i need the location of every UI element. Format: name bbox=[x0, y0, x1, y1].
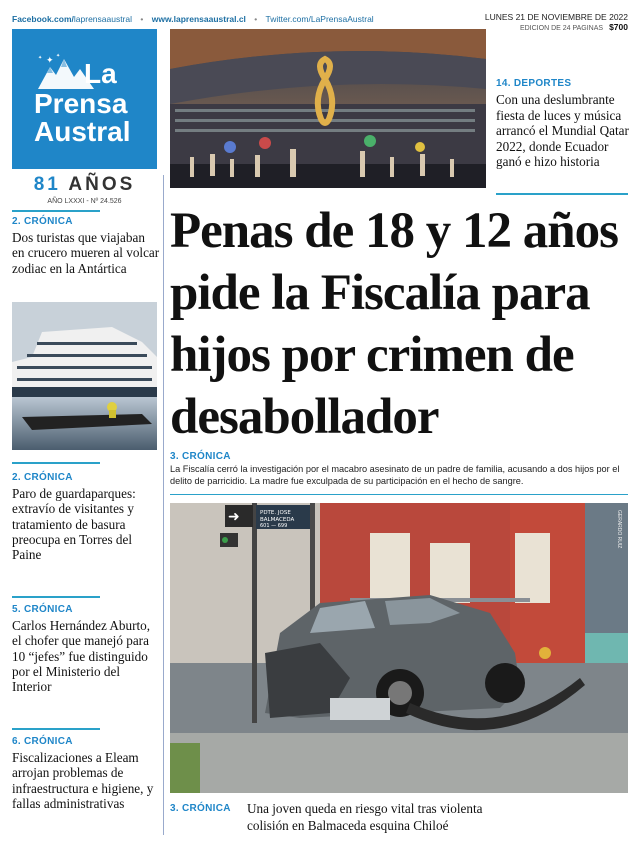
divider bbox=[12, 210, 100, 212]
divider bbox=[496, 193, 628, 195]
sidebar-story[interactable] bbox=[12, 736, 160, 811]
bottom-kicker: 3. CRÓNICA bbox=[170, 803, 231, 814]
edition-pages: EDICION DE 24 PAGINAS bbox=[519, 25, 604, 32]
years-word: AÑOS bbox=[68, 174, 136, 195]
story-kicker: 5. CRÓNICA bbox=[12, 604, 73, 615]
stadium-illustration bbox=[170, 29, 486, 188]
divider bbox=[12, 728, 100, 730]
years-number: 81 bbox=[33, 174, 61, 195]
sidebar-story[interactable] bbox=[12, 216, 160, 276]
street-sign-line2: BALMACEDA bbox=[260, 517, 295, 523]
story-kicker: 6. CRÓNICA bbox=[12, 736, 73, 747]
cruise-ship-illustration bbox=[12, 302, 157, 450]
website-link[interactable]: www.laprensaaustral.cl bbox=[151, 14, 246, 24]
sports-story[interactable] bbox=[496, 78, 630, 170]
logo-text-la: La bbox=[84, 58, 117, 89]
sports-headline[interactable]: Con una deslumbrante fiesta de luces y música arrancó el Mundial Qatar 2022, donde Ecuador ganó e hizo historia bbox=[496, 92, 629, 169]
top-bar bbox=[12, 12, 628, 32]
main-headline[interactable]: Penas de 18 y 12 años pide la Fiscalía para hijos por crimen de desabollador bbox=[170, 203, 618, 445]
divider bbox=[12, 462, 100, 464]
story-headline[interactable]: Fiscalizaciones a Eleam arrojan problemas de infraestructura e higiene, y fallas administrativas bbox=[12, 750, 154, 811]
story-headline[interactable]: Carlos Hernández Aburto, el chofer que manejó para 10 “jefes” fue distinguido por el Ministerio del Interior bbox=[12, 618, 151, 695]
sidebar-story[interactable] bbox=[12, 472, 160, 562]
world-cup-ceremony-photo[interactable] bbox=[170, 29, 486, 188]
price: $700 bbox=[609, 22, 628, 32]
bottom-headline-line2: colisión en Balmaceda esquina Chiloé bbox=[247, 818, 449, 833]
divider bbox=[170, 494, 628, 495]
separator: • bbox=[140, 14, 144, 24]
story-headline[interactable]: Paro de guardaparques: extravío de visitantes y tratamiento de basura preocupa en Torres del Paine bbox=[12, 486, 136, 563]
volume-number: AÑO LXXXI - Nº 24.526 bbox=[47, 198, 122, 205]
street-sign-line1: PDTE. JOSE bbox=[260, 510, 291, 516]
sports-kicker: 14. DEPORTES bbox=[496, 78, 572, 89]
twitter-link[interactable]: Twitter.com/LaPrensaAustral bbox=[265, 14, 374, 24]
crash-scene-illustration bbox=[170, 503, 628, 793]
logo-text-austral: Austral bbox=[34, 116, 131, 147]
main-kicker: 3. CRÓNICA bbox=[170, 451, 231, 462]
story-kicker: 2. CRÓNICA bbox=[12, 472, 73, 483]
issue-date: LUNES 21 DE NOVIEMBRE DE 2022 bbox=[484, 12, 628, 22]
bottom-headline-line1: Una joven queda en riesgo vital tras violenta bbox=[247, 801, 483, 816]
column-divider bbox=[163, 175, 164, 835]
story-kicker: 2. CRÓNICA bbox=[12, 216, 73, 227]
social-links bbox=[12, 14, 374, 24]
separator: • bbox=[254, 14, 258, 24]
street-sign-line3: 601 — 699 bbox=[260, 523, 288, 529]
divider bbox=[12, 596, 100, 598]
photo-credit: GERARDO RUIZ bbox=[616, 510, 622, 549]
sidebar-story[interactable] bbox=[12, 604, 160, 694]
main-lead: La Fiscalía cerró la investigación por el macabro asesinato de un padre de familia, acusando a dos hijos por el delito de parricidio. La madre fue exculpada de su participación en el hecho de sangre. bbox=[170, 464, 620, 486]
svg-text:✦: ✦ bbox=[56, 54, 61, 59]
svg-text:✦: ✦ bbox=[46, 55, 54, 65]
crash-scene-photo[interactable] bbox=[170, 503, 628, 793]
logo-text-prensa: Prensa bbox=[34, 88, 128, 119]
facebook-link[interactable]: Facebook.com/laprensaaustral bbox=[12, 14, 133, 24]
anniversary-badge bbox=[12, 174, 157, 205]
masthead-logo[interactable] bbox=[12, 29, 157, 169]
svg-text:✦: ✦ bbox=[38, 56, 43, 61]
issue-info bbox=[485, 12, 628, 34]
svg-text:➜: ➜ bbox=[228, 509, 240, 525]
cruise-ship-photo[interactable] bbox=[12, 302, 157, 450]
story-headline[interactable]: Dos turistas que viajaban en crucero mueren al volcar zodiac en la Antártica bbox=[12, 230, 160, 276]
bottom-headline[interactable] bbox=[247, 800, 482, 834]
